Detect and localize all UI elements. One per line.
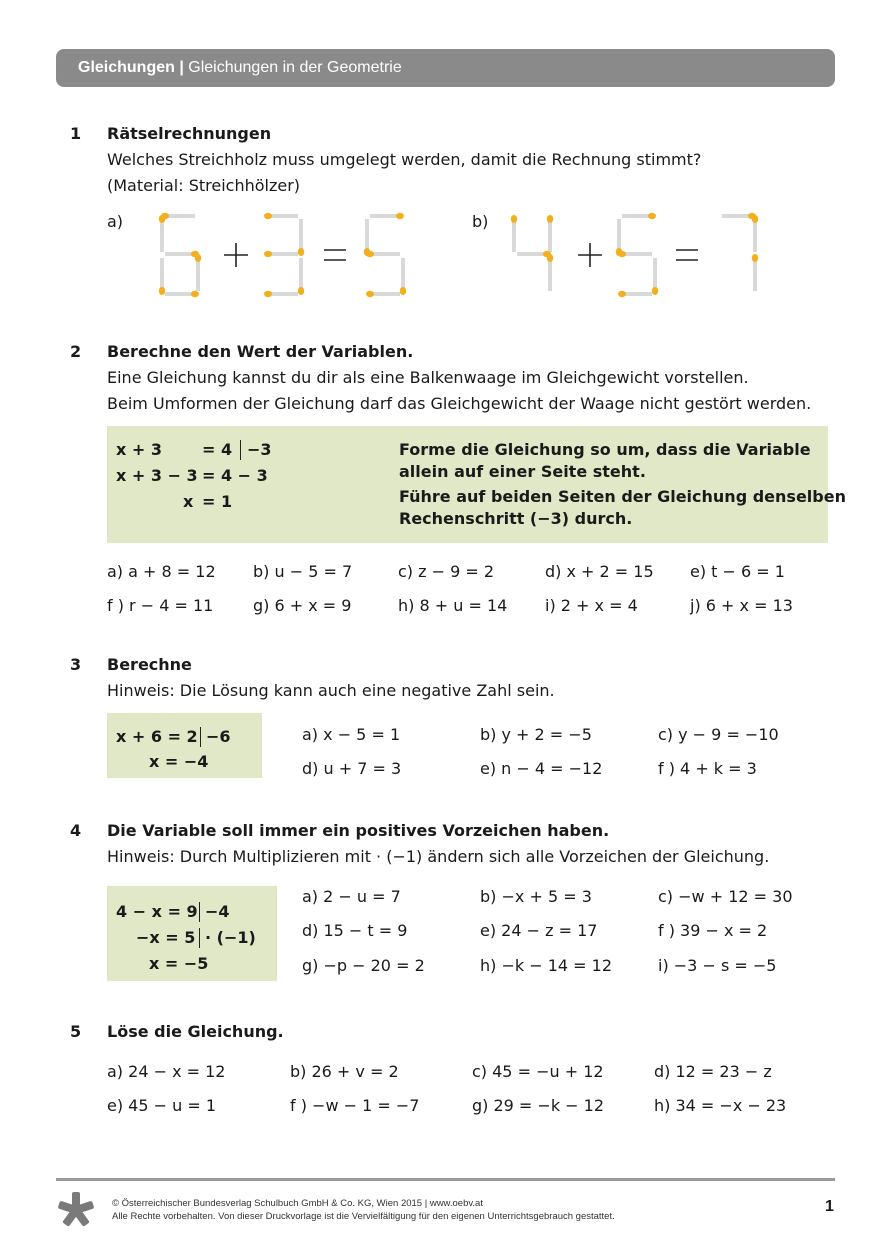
- task-1-a-label: a): [107, 212, 124, 231]
- matchstick-puzzle-a: [150, 208, 420, 300]
- example-operation: −3: [247, 440, 272, 459]
- exercise-item: g) 6 + x = 9: [253, 596, 352, 615]
- matchstick-puzzle-b: [500, 208, 770, 300]
- operation-divider: [240, 440, 241, 460]
- exercise-item: f ) −w − 1 = −7: [290, 1096, 420, 1115]
- exercise-item: e) t − 6 = 1: [690, 562, 785, 581]
- exercise-item: f ) 39 − x = 2: [658, 921, 768, 940]
- example-equation: = 4 − 3: [202, 466, 268, 485]
- chapter-title: Gleichungen |: [78, 59, 184, 76]
- exercise-item: a) 2 − u = 7: [302, 887, 401, 906]
- exercise-item: b) −x + 5 = 3: [480, 887, 592, 906]
- exercise-item: d) x + 2 = 15: [545, 562, 654, 581]
- example-operation: · (−1): [205, 928, 256, 947]
- example-equation: x + 3: [116, 440, 162, 459]
- example-equation: = 1: [202, 492, 233, 511]
- exercise-item: d) 12 = 23 − z: [654, 1062, 772, 1081]
- exercise-item: c) 45 = −u + 12: [472, 1062, 604, 1081]
- exercise-item: i) 2 + x = 4: [545, 596, 638, 615]
- exercise-item: h) 8 + u = 14: [398, 596, 508, 615]
- example-operation: −6: [206, 727, 231, 746]
- exercise-item: j) 6 + x = 13: [690, 596, 793, 615]
- exercise-item: c) −w + 12 = 30: [658, 887, 793, 906]
- example-equation: −x = 5: [136, 928, 196, 947]
- task-1-b-label: b): [472, 212, 489, 231]
- operation-divider: [199, 902, 200, 922]
- page-header: [56, 49, 835, 87]
- example-equation: x + 3 − 3: [116, 466, 198, 485]
- chapter-subtitle: Gleichungen in der Geometrie: [183, 59, 402, 76]
- task-1-title: Rätselrechnungen: [107, 124, 272, 143]
- task-5-title: Löse die Gleichung.: [107, 1022, 284, 1041]
- exercise-item: d) u + 7 = 3: [302, 759, 402, 778]
- exercise-item: f ) r − 4 = 11: [107, 596, 214, 615]
- example-equation: x = −5: [149, 954, 209, 973]
- task-3-hint: Hinweis: Die Lösung kann auch eine negative Zahl sein.: [107, 681, 555, 700]
- operation-divider: [199, 928, 200, 948]
- exercise-item: e) 45 − u = 1: [107, 1096, 217, 1115]
- example-operation: −4: [205, 902, 230, 921]
- exercise-item: d) 15 − t = 9: [302, 921, 408, 940]
- task-2-title: Berechne den Wert der Variablen.: [107, 342, 414, 361]
- exercise-item: b) u − 5 = 7: [253, 562, 353, 581]
- task-5-number: 5: [70, 1022, 82, 1041]
- task-1-text: Welches Streichholz muss umgelegt werden, damit die Rechnung stimmt?: [107, 150, 702, 169]
- exercise-item: e) n − 4 = −12: [480, 759, 603, 778]
- exercise-item: a) a + 8 = 12: [107, 562, 216, 581]
- task-3-title: Berechne: [107, 655, 192, 674]
- task-4-number: 4: [70, 821, 82, 840]
- example-equation: x = −4: [149, 752, 209, 771]
- exercise-item: g) −p − 20 = 2: [302, 956, 425, 975]
- exercise-item: h) −k − 14 = 12: [480, 956, 613, 975]
- operation-divider: [200, 727, 201, 747]
- exercise-item: b) y + 2 = −5: [480, 725, 592, 744]
- rights-text: Alle Rechte vorbehalten. Von dieser Druckvorlage ist die Vervielfältigung für den eigenen Unterrichtsgebrauch gestattet.: [112, 1211, 615, 1222]
- exercise-item: a) x − 5 = 1: [302, 725, 401, 744]
- exercise-item: c) y − 9 = −10: [658, 725, 779, 744]
- example-equation: 4 − x = 9: [116, 902, 198, 921]
- example-equation: x: [183, 492, 194, 511]
- copyright-text: © Österreichischer Bundesverlag Schulbuch GmbH & Co. KG, Wien 2015 | www.oebv.at: [112, 1198, 483, 1209]
- task-2-text: Beim Umformen der Gleichung darf das Gleichgewicht der Waage nicht gestört werden.: [107, 394, 812, 413]
- page-number: 1: [825, 1198, 834, 1215]
- exercise-item: a) 24 − x = 12: [107, 1062, 226, 1081]
- task-2-number: 2: [70, 342, 82, 361]
- example-equation: x + 6 = 2: [116, 727, 198, 746]
- example-hint: Forme die Gleichung so um, dass die Variable: [399, 440, 811, 459]
- task-4-title: Die Variable soll immer ein positives Vorzeichen haben.: [107, 821, 610, 840]
- task-2-text: Eine Gleichung kannst du dir als eine Balkenwaage im Gleichgewicht vorstellen.: [107, 368, 749, 387]
- task-3-number: 3: [70, 655, 82, 674]
- task-4-hint: Hinweis: Durch Multiplizieren mit · (−1) ändern sich alle Vorzeichen der Gleichung.: [107, 847, 770, 866]
- oebv-star-logo-icon: [56, 1190, 96, 1230]
- example-equation: = 4: [202, 440, 233, 459]
- example-hint: allein auf einer Seite steht.: [399, 462, 646, 481]
- task-1-text: (Material: Streichhölzer): [107, 176, 301, 195]
- exercise-item: e) 24 − z = 17: [480, 921, 598, 940]
- exercise-item: g) 29 = −k − 12: [472, 1096, 605, 1115]
- exercise-item: b) 26 + v = 2: [290, 1062, 399, 1081]
- footer-divider: [56, 1178, 835, 1181]
- exercise-item: f ) 4 + k = 3: [658, 759, 757, 778]
- example-hint: Rechenschritt (−3) durch.: [399, 509, 633, 528]
- exercise-item: i) −3 − s = −5: [658, 956, 777, 975]
- task-1-number: 1: [70, 124, 82, 143]
- example-hint: Führe auf beiden Seiten der Gleichung denselben: [399, 487, 846, 506]
- exercise-item: h) 34 = −x − 23: [654, 1096, 787, 1115]
- exercise-item: c) z − 9 = 2: [398, 562, 495, 581]
